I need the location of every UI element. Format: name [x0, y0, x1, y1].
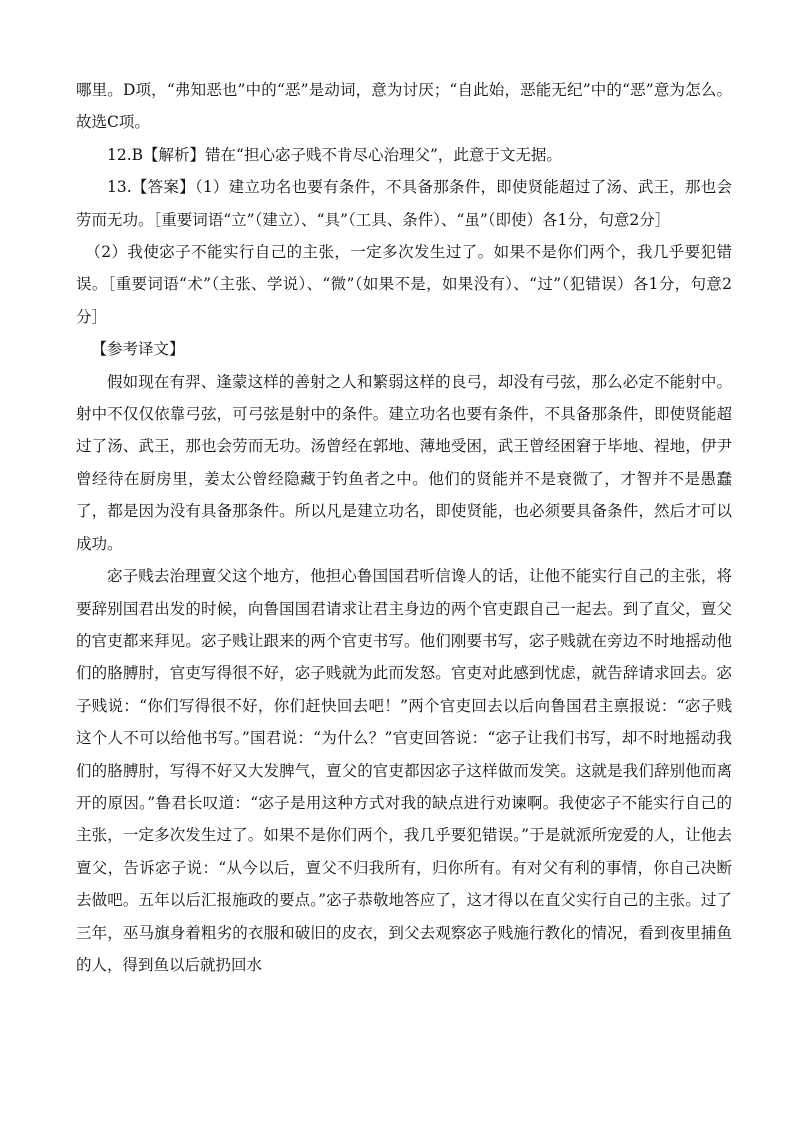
document-page: [76, 74, 732, 981]
translation-paragraph-1: 假如现在有羿、逢蒙这样的善射之人和繁弱这样的良弓，却没有弓弦，那么必定不能射中。射中不仅仅依靠弓弦，可弓弦是射中的条件。建立功名也要有条件，不具备那条件，即使贤能超过了汤、武王，那也会劳而无功。汤曾经在郭地、薄地受困，武王曾经困窘于毕地、裎地，伊尹曾经待在厨房里，姜太公曾经隐藏于钓鱼者之中。他们的贤能并不是衰微了，才智并不是愚蠢了，都是因为没有具备那条件。所以凡是建立功名，即使贤能，也必须要具备条件，然后才可以成功。: [76, 372, 732, 553]
answer-continuation-paragraph: 哪里。D项，“弗知恶也”中的“恶”是动词，意为讨厌；“自此始，恶能无纪”中的“恶”意为怎么。故选C项。: [76, 81, 732, 132]
question-13-answer-2: （2）我使宓子不能实行自己的主张，一定多次发生过了。如果不是你们两个，我几乎要犯错误。［重要词语“术”（主张、学说）、“微”（如果不是，如果没有）、“过”（犯错误）各1分，句意2分］: [76, 243, 732, 326]
question-12-analysis: 12.B【解析】错在“担心宓子贱不肯尽心治理父”，此意于文无据。: [107, 145, 562, 164]
question-13-answer-1: 13.【答案】（1）建立功名也要有条件，不具备那条件，即使贤能超过了汤、武王，那也会劳而无功。［重要词语“立”（建立）、“具”（工具、条件）、“虽”（即使）各1分，句意2分］: [76, 178, 732, 229]
reference-translation-heading: 【参考译文】: [91, 340, 185, 359]
translation-paragraph-2: 宓子贱去治理亶父这个地方，他担心鲁国国君听信谗人的话，让他不能实行自己的主张，将要辞别国君出发的时候，向鲁国国君请求让君主身边的两个官吏跟自己一起去。到了直父，亶父的官吏都来拜见。宓子贱让跟来的两个官吏书写。他们刚要书写，宓子贱就在旁边不时地摇动他们的胳膊肘，官吏写得很不好，宓子贱就为此而发怒。官吏对此感到忧虑，就告辞请求回去。宓子贱说：“你们写得很不好，你们赶快回去吧！”两个官吏回去以后向鲁国君主禀报说：“宓子贱这个人不可以给他书写。”国君说：“为什么？”官吏回答说：“宓子让我们书写，却不时地摇动我们的胳膊肘，写得不好又大发脾气，亶父的官吏都因宓子这样做而发笑。这就是我们辞别他而离开的原因。”鲁君长叹道：“宓子是用这种方式对我的缺点进行劝谏啊。我使宓子不能实行自己的主张，一定多次发生过了。如果不是你们两个，我几乎要犯错误。”于是就派所宠爱的人，让他去亶父，告诉宓子说：“从今以后，亶父不归我所有，归你所有。有对父有利的事情，你自己决断去做吧。五年以后汇报施政的要点。”宓子恭敬地答应了，这才得以在直父实行自己的主张。过了三年，巫马旗身着粗劣的衣服和破旧的皮衣，到父去观察宓子贱施行教化的情况，看到夜里捕鱼的人，得到鱼以后就扔回水: [76, 567, 732, 974]
